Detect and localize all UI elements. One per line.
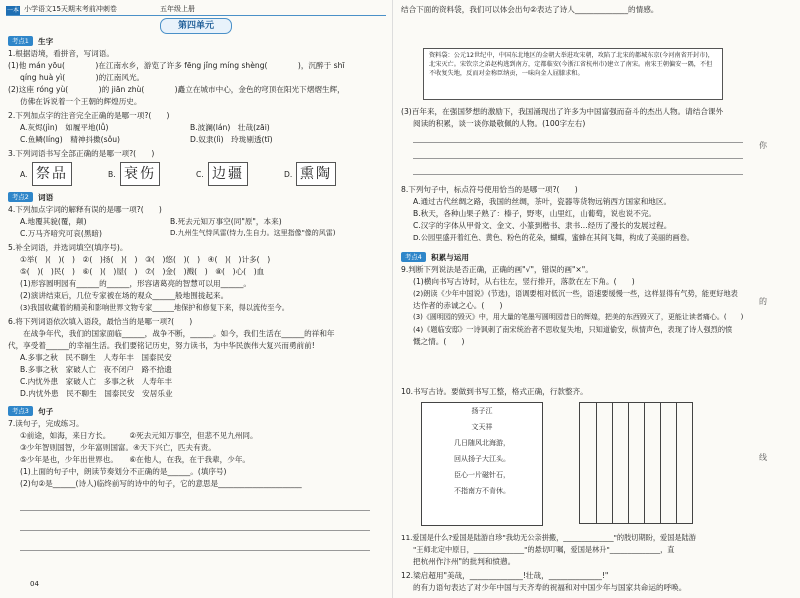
right-page [392,0,800,598]
q9-line: (2)朗读《少年中国说》(节选)，语调要相对低沉一些，语速要缓慢一些，这样显得有气势，能更好地表 [413,289,738,298]
margin-label: 的 [759,297,767,306]
q3-option-word: 祭品 [32,162,72,186]
page-number: 04 [30,580,39,588]
grid-column[interactable] [596,403,613,523]
q3-option-label: B. [108,170,116,179]
q5-line: ⑤( )( )民( ) ⑥( )( )屋( ) ⑦( )金( )溅( ) ⑧( )心( )血 [20,267,265,276]
q4-option-c: C.万马齐喑究可哀(黑暗) [20,229,102,238]
q6-passage: 在战争年代，我们的国家面临______，战争不断，______。如今，我们生活在______的祥和年 [8,329,335,338]
q4-stem: 4.下列加点字词的解释有误的是哪一项?( ) [8,205,162,214]
poem-line: 回从扬子大江头。 [454,455,510,463]
grid-column[interactable] [612,403,629,523]
q5-stem: 5.补全词语，并选词填空(填序号)。 [8,243,128,252]
q9-line: 慨之情。( ) [413,337,465,346]
q7-line: ⑤少年是也，少年出世界也。 ⑥在他人，在我，在于我辈，少年。 [20,455,251,464]
q2-option-b: B.波澜(lán) 壮哉(zāi) [190,123,270,132]
q6-passage: 代，享受着______的幸福生活。我们要铭记历史，努力读书，为中华民族伟大复兴而勇前前! [8,341,315,350]
grade-label: 五年级上册 [160,5,195,13]
q11-line: 把杭州作汴州"的批判和愤懑。 [413,557,516,566]
q9-line: 达作者的赤诚之心。( ) [413,301,503,310]
q5-line: (3)我国收藏着的精美和影响世界文物专家______地保护和修复下来，得以流传至今。 [20,303,289,312]
q3-option-label: D. [284,170,293,179]
q4-option-a: A.地覆其貌(覆，颠) [20,217,87,226]
margin-label: 你 [759,141,767,150]
q1-stem: 1.根据语境，看拼音，写词语。 [8,49,114,58]
q1-line: (1)他 mán yōu( )在江南水乡，游览了许多 fēng jǐng míng shèng( )，沉醉于 shī [8,61,345,70]
answer-line[interactable] [20,530,370,531]
writing-grid[interactable] [579,402,693,524]
q9-stem: 9.判断下列说法是否正确，正确的画"√"，错误的画"×"。 [401,265,593,274]
q9-line: (3)《圆明园的毁灭》中，用大量的笔墨写圆明园昔日的辉煌，把美的东西毁灭了，更能让读者痛心。( ) [413,313,744,321]
section-name-3: 句子 [38,407,54,416]
section-tag-4: 考点4 [401,252,426,262]
q11-line: 11.爱国是什么?爱国是陆游自珍"我幼无公亲拼搬，______________"的肢切期盼，爱国是陆游 [401,533,696,542]
q12-line: 的有力语句表达了对少年中国与天齐寿的祝福和对中国少年与国家共命运的呼唤。 [413,583,687,592]
q1-line: (2)这座 róng yù( )的 jiān zhù( )矗立在城市中心，金色的穹顶在阳光下熠熠生辉， [8,85,345,94]
q4-option-b: B.死去元知万事空(同"原"，本来) [170,217,282,226]
grid-column[interactable] [628,403,645,523]
left-page [0,0,392,598]
q12-line: 12.梁启超用"美哉，______________!壮哉，______________!" [401,571,609,580]
q1-line: qíng huà yì( )的江南风光。 [20,73,145,82]
q7-line: (2)句②是______(诗人)临终前写的诗中的句子，它的意思是______________________ [20,479,302,488]
q8-option-c: C.汉字的字体从甲骨文、金文、小篆到楷书、隶书…经历了漫长的发展过程。 [413,221,672,230]
header-rule [6,15,386,16]
q9-line: (1)横向书写古诗时，从右往左，竖行排开，落款在左下角。( ) [413,277,635,286]
q7-line: ③少年智则国智，少年富则国富。④天下兴亡，匹夫有责。 [20,443,216,452]
q2-option-a: A.灰烬(jìn) 如履平地(lǚ) [20,123,109,132]
q7-continued: 结合下面的资料袋，我们可以体会出句②表达了诗人______________的情感。 [401,5,659,14]
section-name-4: 积累与运用 [431,253,469,262]
q7-3-line: 阅读的积累，谈一谈你最敬佩的人物。(100字左右) [413,119,586,128]
q2-option-c: C.鱼鳞(líng) 精神抖擞(sǒu) [20,135,120,144]
q3-option-word: 边疆 [208,162,248,186]
q2-option-d: D.奴隶(lì) 玲珑剔透(tī) [190,135,273,144]
q6-stem: 6.将下列词语依次填入语段，最恰当的是哪一项?( ) [8,317,193,326]
poem-line: 臣心一片磁针石， [454,471,510,479]
q6-option-d: D.内忧外患 民不聊生 国泰民安 安居乐业 [20,389,173,398]
q3-stem: 3.下列词语书写全部正确的是哪一项?( ) [8,149,155,158]
q9-line: (4)《题临安邸》一诗讽刺了南宋统治者不思收复失地，只知道偷安，纵情声色，表现了诗人强烈的愤 [413,325,733,334]
q3-option-word: 衰伤 [120,162,160,186]
q7-line: (1)上面的句子中，朗读节奏划分不正确的是______。(填序号) [20,467,227,476]
q7-3-line: (3)百年来，在强国梦想的激励下，我国涌现出了许多为中国富强而奋斗的杰出人物。请结合课外 [401,107,724,116]
section-tag-1: 考点1 [8,36,33,46]
answer-line[interactable] [413,174,743,175]
grid-column[interactable] [644,403,661,523]
q2-stem: 2.下列加点字的注音完全正确的是哪一项?( ) [8,111,170,120]
q3-option-word: 熏陶 [296,162,336,186]
book-title: 小学语文15天期末考前冲刺卷 [24,5,117,13]
resource-box: 资料袋：公元12世纪中，中国东北地区的金朝大举进攻宋朝，攻陷了北宋的都城东京(今河南省开封市)，北宋灭亡。宋钦宗之弟赵构逃到南方，定都临安(今浙江省杭州市)建立了南宋。南宋王朝偏安一隅，不但不收复失地，反而对金称臣纳贡，一味向金人屈膝求和。 [423,48,723,100]
section-tag-2: 考点2 [8,192,33,202]
poem-author: 文天祥 [471,423,493,431]
poem-line: 几日随风北海游， [454,439,510,447]
grid-column[interactable] [580,403,597,523]
brand-tag: 一本 [6,7,19,14]
poem-card [421,402,543,526]
section-tag-3: 考点3 [8,406,33,416]
q7-stem: 7.读句子，完成练习。 [8,419,84,428]
q5-line: (1)形容圆明园有______的______，形容诸葛亮的智慧可以用______。 [20,279,251,288]
poem-line: 不指南方不肯休。 [454,487,510,495]
margin-label: 线 [759,453,767,462]
q5-line: ①举( )( )( ) ②( )扬( )( ) ③( )悠( )( ) ④( )( )计多( ) [20,255,271,264]
q3-option-label: C. [196,170,204,179]
q4-option-d: D.九州生气恃风雷(恃力,生自力。这里指像"像的风雷) [170,229,336,237]
q6-option-a: A.多事之秋 民不聊生 人寿年丰 国泰民安 [20,353,172,362]
q6-option-c: C.内忧外患 家破人亡 多事之秋 人寿年丰 [20,377,172,386]
section-name-2: 词语 [38,193,54,202]
q10-stem: 10.书写古诗。要做到书写工整，格式正确，行款整齐。 [401,387,588,396]
answer-line[interactable] [413,142,743,143]
q8-option-b: B.秋天，各种山果子熟了：榛子，野枣，山里红，山葡萄，说也说不完。 [413,209,657,218]
grid-column[interactable] [660,403,677,523]
q3-option-label: A. [20,170,28,179]
section-name-1: 生字 [38,37,54,46]
q7-line: ①前途，如海，来日方长。 ②死去元知万事空，但悲不见九州同。 [20,431,258,440]
q5-line: (2)演讲结束后，几位专家被在场的观众______般地围拢起来。 [20,291,229,300]
q1-line: 仿佛在诉说着一个王朝的辉煌历史。 [20,97,142,106]
q8-stem: 8.下列句子中，标点符号使用恰当的是哪一项?( ) [401,185,578,194]
answer-line[interactable] [413,158,743,159]
poem-title: 扬子江 [471,407,493,415]
q6-option-b: B.多事之秋 家破人亡 夜不闭户 路不拾遗 [20,365,172,374]
answer-line[interactable] [20,510,370,511]
q8-option-d: D.公园里盛开着红色、黄色、粉色的花朵，蝴蝶，蜜蜂在其间飞舞，构成了美丽的画卷。 [413,233,694,242]
unit-title: 第四单元 [160,18,232,34]
answer-line[interactable] [20,550,370,551]
q8-option-a: A.通过古代丝绸之路，我国的丝绸，茶叶，瓷器等货物远销西方国家和地区。 [413,197,672,206]
q11-line: "王师北定中原日，______________"的悬切叮嘱，爱国是林升"______________，直 [413,545,675,554]
